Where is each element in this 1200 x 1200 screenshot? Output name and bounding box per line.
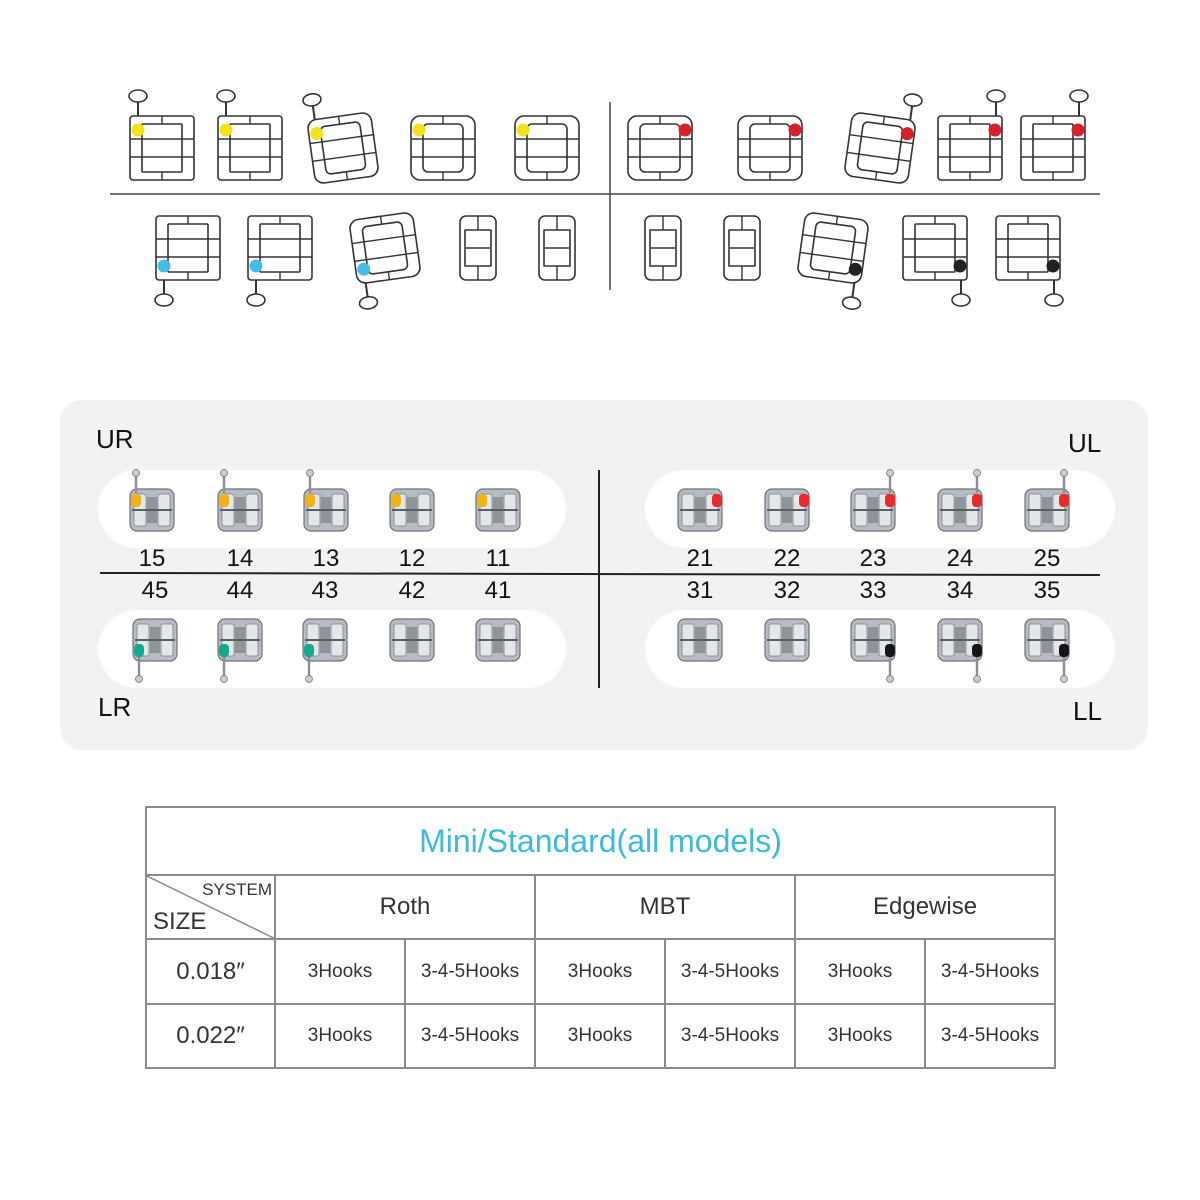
table-cell: 3-4-5Hooks: [665, 939, 795, 1003]
color-marker: [1059, 644, 1069, 657]
color-marker: [304, 644, 314, 657]
bracket-photo: [678, 489, 722, 531]
table-corner-cell: [146, 875, 275, 939]
bracket-line-icon: [1021, 90, 1088, 180]
label-lr: LR: [98, 692, 132, 722]
bracket-line-icon: [793, 212, 872, 310]
size-cell: 0.022″: [146, 1004, 275, 1068]
size-cell: 0.018″: [146, 939, 275, 1003]
hook-icon: [129, 90, 147, 116]
bracket-line-icon: [938, 90, 1005, 180]
color-dot: [517, 124, 530, 137]
color-dot: [679, 124, 692, 137]
bracket-photo: [476, 489, 520, 531]
bracket-line-icon: [460, 216, 496, 280]
hook-icon: [842, 282, 863, 310]
bracket-line-icon: [738, 116, 802, 180]
table-cell: 3-4-5Hooks: [405, 1004, 535, 1068]
tooth-number: 13: [312, 545, 340, 572]
table-cell: 3-4-5Hooks: [925, 939, 1055, 1003]
tooth-number: 12: [398, 545, 426, 572]
tooth-number: 14: [226, 545, 254, 572]
bracket-line-icon: [539, 216, 575, 280]
color-dot: [132, 124, 145, 137]
color-marker: [799, 494, 809, 507]
color-dot: [789, 124, 802, 137]
hook-icon: [901, 93, 922, 121]
color-marker: [972, 494, 982, 507]
line-chart-upper-left: [628, 86, 1088, 184]
table-cell: 3Hooks: [795, 939, 925, 1003]
tooth-number: 23: [859, 545, 887, 572]
tooth-number: 45: [141, 577, 169, 604]
color-marker: [305, 494, 315, 507]
label-ul: UL: [1068, 428, 1102, 458]
tooth-number: 32: [773, 577, 801, 604]
color-dot: [158, 260, 171, 273]
tooth-number: 41: [484, 577, 512, 604]
color-marker: [885, 494, 895, 507]
color-marker: [219, 644, 229, 657]
bracket-photo: [678, 619, 722, 661]
bracket-line-icon: [348, 212, 425, 310]
table-cell: 3-4-5Hooks: [925, 1004, 1055, 1068]
table-row: [146, 1004, 1055, 1068]
color-dot: [954, 260, 967, 273]
hook-icon: [1045, 280, 1063, 306]
system-header-edgewise: Edgewise: [795, 875, 1055, 939]
hook-icon: [1070, 90, 1088, 116]
corner-system-label: SYSTEM: [202, 880, 272, 900]
bracket-photo: [390, 619, 434, 661]
table-cell: 3-4-5Hooks: [665, 1004, 795, 1068]
color-dot: [989, 124, 1002, 137]
color-dot: [220, 124, 233, 137]
tooth-number: 44: [226, 577, 254, 604]
bracket-line-icon: [247, 216, 312, 306]
bracket-line-icon: [903, 216, 970, 306]
table-cell: 3Hooks: [795, 1004, 925, 1068]
color-marker: [477, 494, 487, 507]
color-dot: [1047, 260, 1060, 273]
line-chart-lower-left: [645, 212, 1063, 310]
bracket-line-icon: [628, 116, 692, 180]
tooth-number: 42: [398, 577, 426, 604]
corner-size-label: SIZE: [153, 908, 207, 936]
line-chart-upper-right: [129, 86, 579, 184]
system-header-roth: Roth: [275, 875, 535, 939]
tooth-number: 34: [946, 577, 974, 604]
table-cell: 3Hooks: [535, 1004, 665, 1068]
bracket-photo: [476, 619, 520, 661]
tooth-number: 35: [1033, 577, 1061, 604]
tooth-number: 21: [686, 545, 714, 572]
tooth-number: 25: [1033, 545, 1061, 572]
bracket-line-icon: [155, 216, 220, 306]
bracket-line-chart: [110, 86, 1100, 310]
tooth-number: 15: [138, 545, 166, 572]
bracket-photo: [765, 619, 809, 661]
color-dot: [413, 124, 426, 137]
system-header-mbt: MBT: [535, 875, 795, 939]
bracket-line-icon: [217, 90, 282, 180]
line-chart-lower-right: [155, 212, 575, 310]
bracket-photo: [765, 489, 809, 531]
hook-icon: [952, 280, 970, 306]
tooth-number: 11: [485, 545, 511, 572]
color-marker: [885, 644, 895, 657]
hook-icon: [247, 280, 265, 306]
color-marker: [1059, 494, 1069, 507]
tooth-number: 33: [859, 577, 887, 604]
hook-icon: [155, 280, 173, 306]
table-cell: 3-4-5Hooks: [405, 939, 535, 1003]
table-row: [146, 939, 1055, 1003]
color-dot: [250, 260, 263, 273]
color-marker: [712, 494, 722, 507]
bracket-tray: [60, 400, 1148, 750]
color-marker: [134, 644, 144, 657]
hook-icon: [987, 90, 1005, 116]
bracket-photo: [390, 489, 434, 531]
label-ll: LL: [1073, 696, 1102, 726]
tooth-number: 31: [686, 577, 714, 604]
hook-icon: [217, 90, 235, 116]
color-dot: [1072, 124, 1085, 137]
bracket-line-icon: [129, 90, 194, 180]
bracket-line-icon: [844, 86, 923, 184]
bracket-line-icon: [515, 116, 579, 180]
color-marker: [972, 644, 982, 657]
table-cell: 3Hooks: [275, 939, 405, 1003]
tooth-number: 43: [311, 577, 339, 604]
hook-icon: [357, 282, 378, 310]
bracket-line-icon: [411, 116, 475, 180]
table-title: Mini/Standard(all models): [146, 807, 1055, 875]
label-ur: UR: [96, 424, 134, 454]
hook-icon: [302, 93, 323, 121]
bracket-line-icon: [724, 216, 760, 280]
color-marker: [131, 494, 141, 507]
table-cell: 3Hooks: [535, 939, 665, 1003]
table-cell: 3Hooks: [275, 1004, 405, 1068]
tooth-number: 22: [773, 545, 801, 572]
color-marker: [391, 494, 401, 507]
bracket-line-icon: [645, 216, 681, 280]
tooth-number: 24: [946, 545, 974, 572]
color-marker: [219, 494, 229, 507]
bracket-line-icon: [302, 86, 379, 184]
bracket-line-icon: [996, 216, 1063, 306]
spec-table: [145, 806, 1056, 1069]
